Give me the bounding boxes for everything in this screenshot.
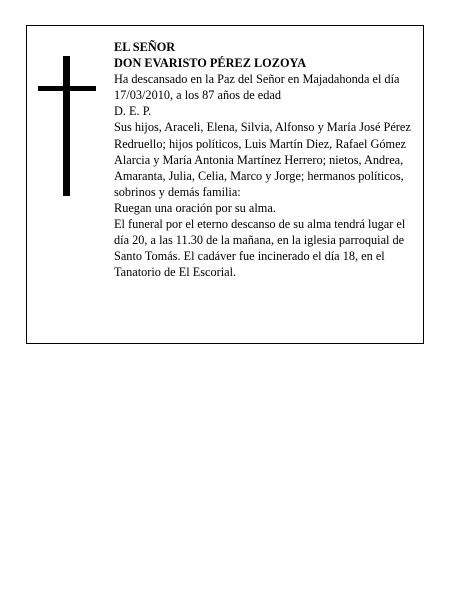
funeral-details: El funeral por el eterno descanso de su alma tendrá lugar el día 20, a las 11.30 de la mañana, en la iglesia parroquial de Santo Tomás. El cadáver fue incinerado el día 18, en el Tanatorio de El Escorial. [114, 217, 406, 280]
deceased-name: DON EVARISTO PÉREZ LOZOYA [114, 56, 307, 71]
death-statement: Ha descansado en la Paz del Señor en Majadahonda el día 17/03/2010, a los 87 años de edad [114, 72, 400, 103]
family-list: Sus hijos, Araceli, Elena, Silvia, Alfonso y María José Pérez Redruello; hijos políticos, Luis Martín Diez, Rafael Gómez Alarcia y María Antonia Martínez Herrero; nietos, Andrea, Amaranta, Julia, Celia, Marco y Jorge; hermanos políticos, sobrinos y demás familia: [114, 120, 411, 199]
rip-abbreviation: D. E. P. [114, 104, 152, 119]
obituary-text [114, 39, 416, 280]
prayer-request: Ruegan una oración por su alma. [114, 200, 276, 215]
cross-vertical-bar [63, 56, 70, 196]
heading-title: EL SEÑOR [114, 40, 176, 54]
cross-horizontal-bar [38, 86, 96, 91]
